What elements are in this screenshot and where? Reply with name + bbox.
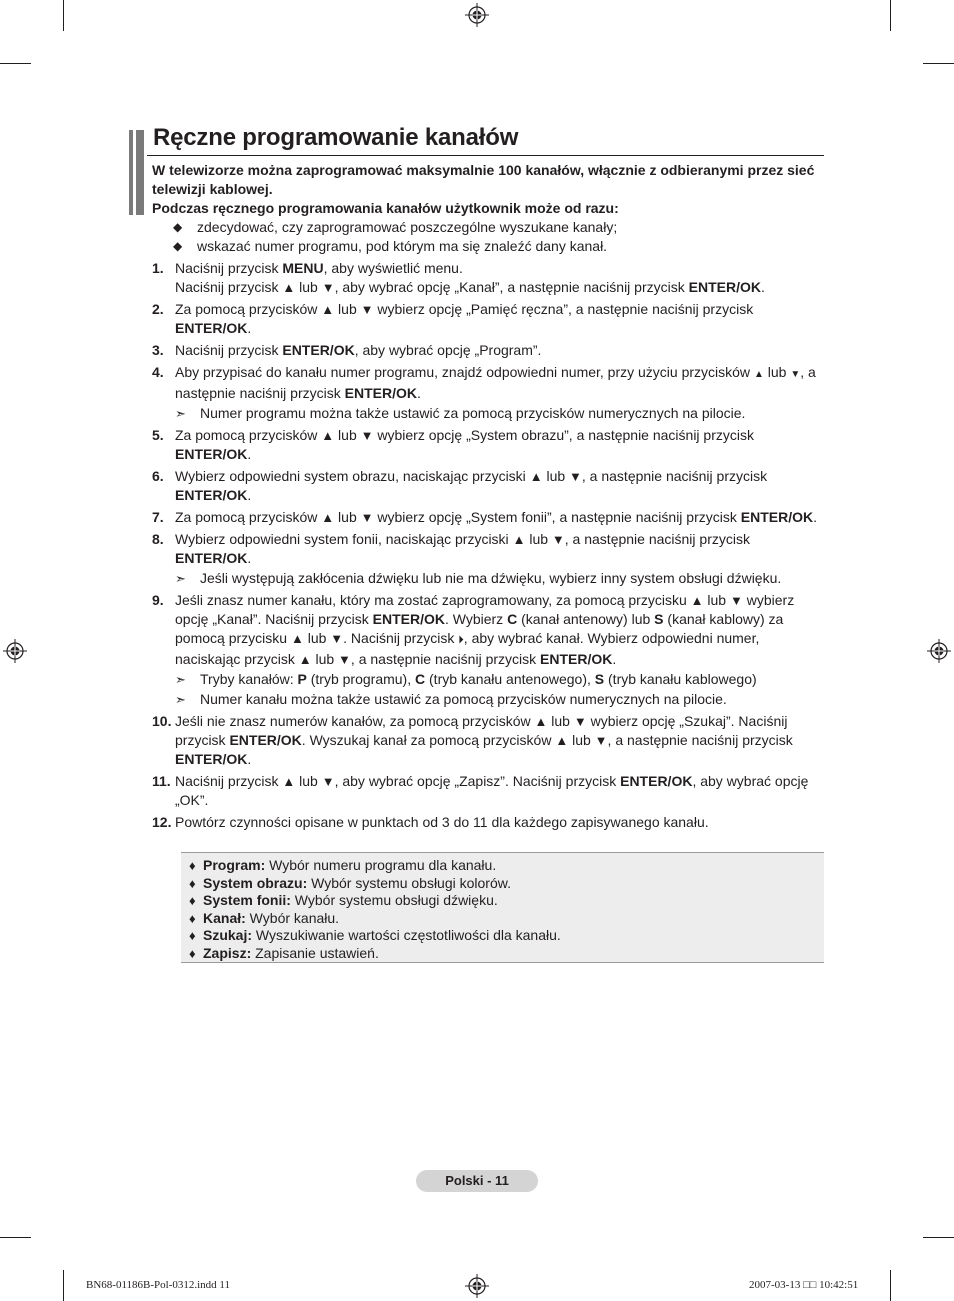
diamond-icon: ♦ [189, 893, 196, 908]
note-arrow-icon: ➣ [175, 571, 186, 586]
info-item: ♦ System fonii: Wybór systemu obsługi dźwięku. [189, 892, 498, 908]
info-item: ♦ Szukaj: Wyszukiwanie wartości częstotliwości dla kanału. [189, 927, 561, 943]
up-arrow-icon: ▲ [321, 510, 335, 525]
crop-mark [63, 1270, 64, 1301]
note-arrow-icon: ➣ [175, 406, 186, 421]
up-arrow-icon: ▲ [298, 652, 312, 667]
registration-mark-icon [3, 639, 27, 663]
step-9: 9. Jeśli znasz numer kanału, który ma zostać zaprogramowany, za pomocą przycisku ▲ lub ▼ wybierz opcję „Kanał”. Naciśnij przycisk ENTER/OK. Wybierz C (kanał antenowy) lub S (kanał kablowy) za pomocą przycisku ▲ lub ▼. Naciśnij przycisk ⏵, aby wybrać kanał. Wybierz odpowiedni numer, naciskając przycisk ▲ lub ▼, a następnie naciśnij przycisk ENTER/OK. ➣ Tryby kanałów: P (tryb programu), C (tryb kanału antenowego), S (tryb kanału kablowego) ➣ Numer kanału można także ustawić za pomocą przycisków numerycznych na pilocie. [152, 591, 824, 709]
right-arrow-icon: ⏵ [458, 634, 464, 646]
up-arrow-icon: ▲ [534, 714, 548, 729]
down-arrow-icon: ▼ [360, 302, 374, 317]
step-10: 10. Jeśli nie znasz numerów kanałów, za pomocą przycisków ▲ lub ▼ wybierz opcję „Szukaj”. Naciśnij przycisk ENTER/OK. Wyszukaj kanał za pomocą przycisków ▲ lub ▼, a następnie naciśnij przycisk ENTER/OK. [152, 713, 793, 767]
info-item: ♦ Kanał: Wybór kanału. [189, 909, 340, 926]
up-arrow-icon: ▲ [512, 532, 526, 547]
up-arrow-icon: ▲ [690, 593, 704, 608]
up-arrow-icon: ▲ [753, 369, 764, 380]
down-arrow-icon: ▼ [330, 631, 344, 646]
up-arrow-icon: ▲ [321, 302, 335, 317]
down-arrow-icon: ▼ [321, 280, 335, 295]
up-arrow-icon: ▲ [555, 733, 569, 748]
step-8: 8. Wybierz odpowiedni system fonii, naciskając przyciski ▲ lub ▼, a następnie naciśnij przycisk ENTER/OK. ➣ Jeśli występują zakłócenia dźwięku lub nie ma dźwięku, wybierz inny system obsługi dźwięku. [152, 530, 824, 588]
crop-mark [890, 1270, 891, 1301]
crop-mark [923, 1237, 954, 1238]
registration-mark-icon [465, 3, 489, 27]
down-arrow-icon: ▼ [360, 428, 374, 443]
step-3: 3. Naciśnij przycisk ENTER/OK, aby wybrać opcję „Program”. [152, 342, 542, 358]
crop-mark [890, 0, 891, 31]
crop-mark [923, 63, 954, 64]
up-arrow-icon: ▲ [321, 428, 335, 443]
crop-mark [0, 1237, 31, 1238]
registration-mark-icon [927, 639, 951, 663]
registration-mark-icon [465, 1274, 489, 1298]
step-11: 11. Naciśnij przycisk ▲ lub ▼, aby wybrać opcję „Zapisz”. Naciśnij przycisk ENTER/OK, aby wybrać opcję „OK”. [152, 773, 809, 808]
note: ➣ Jeśli występują zakłócenia dźwięku lub nie ma dźwięku, wybierz inny system obsługi dźwięku. [175, 570, 782, 586]
info-item: ♦ Zapisz: Zapisanie ustawień. [189, 944, 379, 961]
list-item: ◆ wskazać numer programu, pod którym ma się znaleźć dany kanał. [173, 238, 608, 254]
info-item: ♦ Program: Wybór numeru programu dla kanału. [189, 857, 497, 873]
note: ➣ Tryby kanałów: P (tryb programu), C (tryb kanału antenowego), S (tryb kanału kablowego) [175, 671, 757, 687]
note: ➣ Numer kanału można także ustawić za pomocą przycisków numerycznych na pilocie. [175, 691, 727, 707]
diamond-icon: ♦ [189, 945, 196, 961]
diamond-bullet-icon: ◆ [173, 239, 183, 253]
up-arrow-icon: ▲ [282, 280, 296, 295]
crop-mark [0, 63, 31, 64]
diamond-bullet-icon: ◆ [173, 220, 183, 234]
down-arrow-icon: ▼ [594, 733, 608, 748]
title-rule [147, 155, 824, 156]
up-arrow-icon: ▲ [290, 631, 304, 646]
down-arrow-icon: ▼ [338, 652, 351, 667]
intro-text: W telewizorze można zaprogramować maksymalnie 100 kanałów, włącznie z odbieranymi przez sieć telewizji kablowej. Podczas ręcznego programowania kanałów użytkownik może od razu: [152, 162, 815, 216]
step-6: 6. Wybierz odpowiedni system obrazu, naciskając przyciski ▲ lub ▼, a następnie naciśnij przycisk ENTER/OK. [152, 468, 768, 503]
main-content [152, 161, 824, 835]
note: ➣ Numer programu można także ustawić za pomocą przycisków numerycznych na pilocie. [175, 405, 746, 421]
down-arrow-icon: ▼ [573, 714, 587, 729]
diamond-icon: ♦ [189, 910, 196, 926]
page-number-badge: Polski - 11 [416, 1170, 538, 1192]
diamond-icon: ♦ [189, 875, 196, 891]
info-list [189, 857, 824, 962]
step-5: 5. Za pomocą przycisków ▲ lub ▼ wybierz opcję „System obrazu”, a następnie naciśnij przycisk ENTER/OK. [152, 427, 754, 462]
down-arrow-icon: ▼ [790, 369, 801, 380]
step-7: 7. Za pomocą przycisków ▲ lub ▼ wybierz opcję „System fonii”, a następnie naciśnij przycisk ENTER/OK. [152, 509, 817, 525]
down-arrow-icon: ▼ [551, 532, 565, 547]
bullet-list [152, 218, 824, 256]
print-slug-right: 2007-03-13 □□ 10:42:51 [749, 1279, 859, 1291]
up-arrow-icon: ▲ [529, 469, 543, 484]
crop-mark [63, 0, 64, 31]
steps-list [152, 259, 824, 832]
step-4: 4. Aby przypisać do kanału numer programu, znajdź odpowiedni numer, przy użyciu przycisków ▲ lub ▼, a następnie naciśnij przycisk ENTER/OK. ➣ Numer programu można także ustawić za pomocą przycisków numerycznych na pilocie. [152, 363, 824, 423]
step-12: 12. Powtórz czynności opisane w punktach od 3 do 11 dla każdego zapisywanego kanału. [152, 814, 709, 830]
up-arrow-icon: ▲ [282, 774, 296, 789]
info-item: ♦ System obrazu: Wybór systemu obsługi kolorów. [189, 874, 511, 891]
diamond-icon: ♦ [189, 858, 196, 873]
list-item: ◆ zdecydować, czy zaprogramować poszczególne wyszukane kanały; [173, 219, 618, 235]
down-arrow-icon: ▼ [321, 774, 335, 789]
down-arrow-icon: ▼ [569, 469, 582, 484]
info-box [181, 852, 824, 963]
step-2: 2. Za pomocą przycisków ▲ lub ▼ wybierz opcję „Pamięć ręczna”, a następnie naciśnij przycisk ENTER/OK. [152, 301, 754, 336]
note-arrow-icon: ➣ [175, 692, 186, 707]
print-slug-left: BN68-01186B-Pol-0312.indd 11 [86, 1279, 231, 1291]
down-arrow-icon: ▼ [729, 593, 743, 608]
step-1: 1. Naciśnij przycisk MENU, aby wyświetlić menu. Naciśnij przycisk ▲ lub ▼, aby wybrać opcję „Kanał”, a następnie naciśnij przycisk ENTER/OK. [152, 260, 765, 295]
page-title: Ręczne programowanie kanałów [153, 124, 519, 151]
diamond-icon: ♦ [189, 928, 196, 943]
note-arrow-icon: ➣ [175, 672, 186, 687]
down-arrow-icon: ▼ [360, 510, 374, 525]
